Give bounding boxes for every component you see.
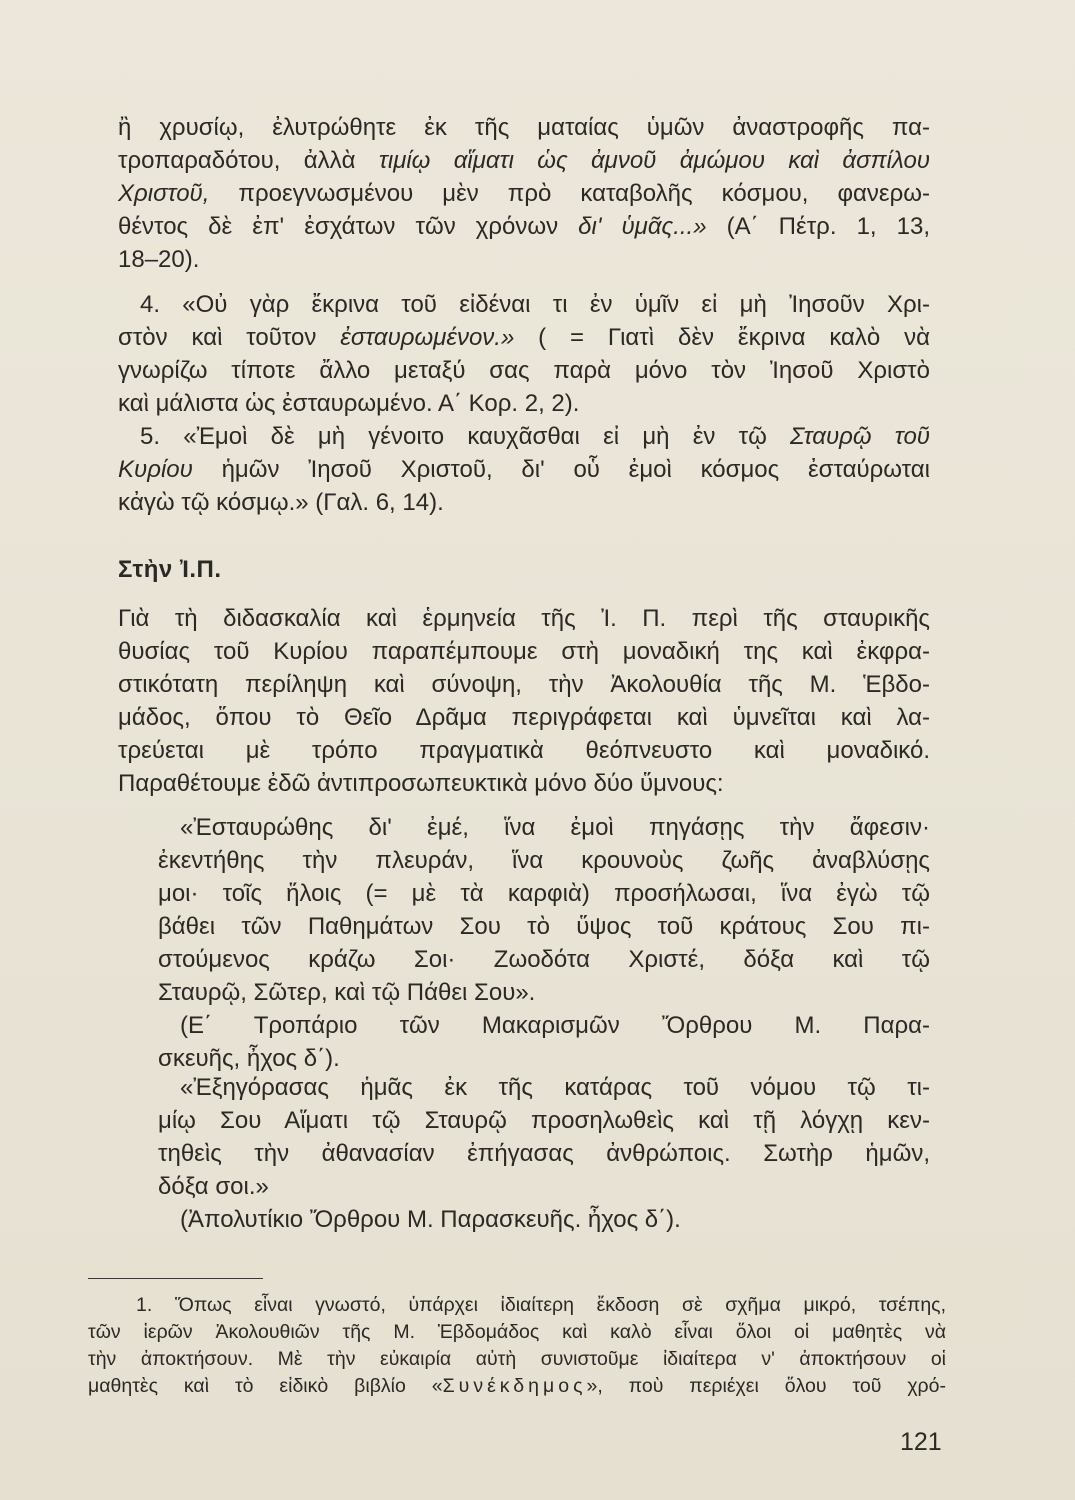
footnote-line: τῶν ἱερῶν Ἀκολουθιῶν τῆς Μ. Ἑβδομάδος καὶ καλὸ εἶναι ὅλοι οἱ μαθητὲς νὰ xyxy=(88,1321,946,1343)
text-line: ἢ χρυσίῳ, ἐλυτρώθητε ἐκ τῆς ματαίας ὑμῶν ἀναστροφῆς πα- xyxy=(118,114,930,141)
text-line: 18–20). xyxy=(118,246,200,273)
section-paragraph xyxy=(118,602,930,800)
text-line: γνωρίζω τίποτε ἄλλο μεταξύ σας παρὰ μόνο τὸν Ἰησοῦ Χριστὸ xyxy=(118,357,930,384)
paragraph-item-4 xyxy=(118,288,930,420)
top-text xyxy=(118,111,930,519)
hymn-source: (Ε΄ Τροπάριο τῶν Μακαρισμῶν Ὄρθρου Μ. Παρα- xyxy=(180,1012,930,1039)
text-line: μοι· τοῖς ἥλοις (= μὲ τὰ καρφιὰ) προσήλωσαι, ἵνα ἐγὼ τῷ xyxy=(158,880,930,907)
text-line: ἐκεντήθης τὴν πλευράν, ἵνα κρουνοὺς ζωῆς ἀναβλύσῃς xyxy=(158,847,930,874)
section-heading: Στὴν Ἰ.Π. xyxy=(118,556,222,583)
text-line: 5. «Ἐμοὶ δὲ μὴ γένοιτο καυχᾶσθαι εἰ μὴ ἐν τῷ Σταυρῷ τοῦ xyxy=(140,423,930,450)
text-line: μάδος, ὅπου τὸ Θεῖο Δρᾶμα περιγράφεται καὶ ὑμνεῖται καὶ λα- xyxy=(118,704,930,731)
text-line: Σταυρῷ, Σῶτερ, καὶ τῷ Πάθει Σου». xyxy=(158,979,536,1006)
paragraph-peter-quote xyxy=(118,111,930,276)
text-line: Γιὰ τὴ διδασκαλία καὶ ἑρμηνεία τῆς Ἰ. Π. περὶ τῆς σταυρικῆς xyxy=(118,605,930,632)
hymn-2 xyxy=(118,1071,930,1236)
footnote xyxy=(88,1292,946,1400)
hymn-source: σκευῆς, ἦχος δ΄). xyxy=(158,1045,340,1072)
text-line: δόξα σοι.» xyxy=(158,1173,269,1200)
paragraph-item-5 xyxy=(118,420,930,519)
text-line: «Ἐξηγόρασας ἡμᾶς ἐκ τῆς κατάρας τοῦ νόμου τῷ τι- xyxy=(180,1074,930,1101)
text-line: τηθεὶς τὴν ἀθανασίαν ἐπήγασας ἀνθρώποις. Σωτὴρ ἡμῶν, xyxy=(158,1140,930,1167)
text-line: καὶ μάλιστα ὡς ἐσταυρωμένο. Α΄ Κορ. 2, 2). xyxy=(118,390,580,417)
text-line: κἀγὼ τῷ κόσμῳ.» (Γαλ. 6, 14). xyxy=(118,489,444,516)
text-line: στικότατη περίληψη καὶ σύνοψη, τὴν Ἀκολουθία τῆς Μ. Ἑβδο- xyxy=(118,671,930,698)
text-line: τρεύεται μὲ τρόπο πραγματικὰ θεόπνευστο καὶ μοναδικό. xyxy=(118,737,930,764)
hymn-source: (Ἀπολυτίκιο Ὄρθρου Μ. Παρασκευῆς. ἦχος δ΄). xyxy=(180,1206,681,1233)
text-line: θυσίας τοῦ Κυρίου παραπέμπουμε στὴ μοναδική της καὶ ἐκφρα- xyxy=(118,638,930,665)
text-line: Παραθέτουμε ἐδῶ ἀντιπροσωπευκτικὰ μόνο δύο ὕμνους: xyxy=(118,770,724,797)
text-line: «Ἐσταυρώθης δι' ἐμέ, ἵνα ἐμοὶ πηγάσῃς τὴν ἄφεσιν· xyxy=(180,814,930,841)
text-line: 4. «Οὐ γὰρ ἔκρινα τοῦ εἰδέναι τι ἐν ὑμῖν εἰ μὴ Ἰησοῦν Χρι- xyxy=(140,291,930,318)
text-line: στὸν καὶ τοῦτον ἐσταυρωμένον.» ( = Γιατὶ δὲν ἔκρινα καλὸ νὰ xyxy=(118,324,931,351)
text-line: τροπαραδότου, ἀλλὰ τιμίῳ αἵματι ὡς ἀμνοῦ ἀμώμου καὶ ἀσπίλου xyxy=(118,147,930,174)
text-line: Χριστοῦ, προεγνωσμένου μὲν πρὸ καταβολῆς κόσμου, φανερω- xyxy=(118,180,930,207)
text-line: στούμενος κράζω Σοι· Ζωοδότα Χριστέ, δόξα καὶ τῷ xyxy=(158,946,930,973)
text-line: μίῳ Σου Αἵματι τῷ Σταυρῷ προσηλωθεὶς καὶ τῇ λόγχῃ κεν- xyxy=(158,1107,930,1134)
footnote-line: τὴν ἀποκτήσουν. Μὲ τὴν εὐκαιρία αὐτὴ συνιστοῦμε ἰδιαίτερα ν' ἀποκτήσουν οἱ xyxy=(88,1348,946,1370)
footnote-line: μαθητὲς καὶ τὸ εἰδικὸ βιβλίο «Συνέκδημος», ποὺ περιέχει ὅλου τοῦ χρό- xyxy=(88,1375,946,1397)
text-line: θέντος δὲ ἐπ' ἐσχάτων τῶν χρόνων δι' ὑμᾶς...» (Α΄ Πέτρ. 1, 13, xyxy=(118,213,931,240)
text-line: Κυρίου ἡμῶν Ἰησοῦ Χριστοῦ, δι' οὗ ἐμοὶ κόσμος ἐσταύρωται xyxy=(118,456,930,483)
footnote-line: 1. Ὅπως εἶναι γνωστό, ὑπάρχει ἰδιαίτερη ἔκδοση σὲ σχῆμα μικρό, τσέπης, xyxy=(136,1294,946,1316)
footnote-divider xyxy=(88,1278,263,1279)
page-number: 121 xyxy=(900,1428,942,1456)
text-line: βάθει τῶν Παθημάτων Σου τὸ ὕψος τοῦ κράτους Σου πι- xyxy=(158,913,930,940)
hymn-1 xyxy=(118,811,930,1075)
